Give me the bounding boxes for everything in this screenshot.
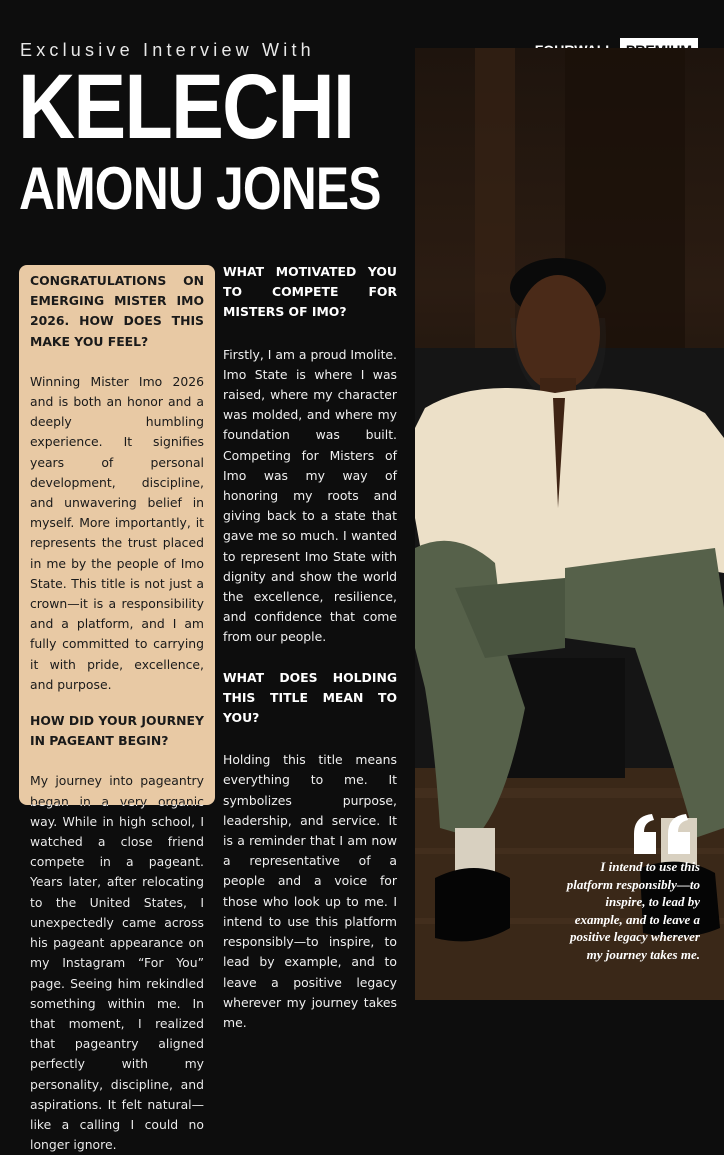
answer-text: My journey into pageantry began in a very organic way. While in high school, I watched a close friend compete in a pageant. Years later, after relocating to the United States, I unexpectedly came across his pageant appearance on my Instagram “For You” page. Seeing him rekindled something within me. In that moment, I realized that pageantry aligned perfectly with my personality, discipline, and aspirations. It felt natural—like a calling I could no longer ignore. [30, 771, 204, 1155]
question-heading: HOW DID YOUR JOURNEY IN PAGEANT BEGIN? [30, 713, 204, 749]
answer-text: Holding this title means everything to me. It symbolizes purpose, leadership, and service. It is a reminder that I am now a representative of a people and a voice for those who look up to me. I intend to use this platform responsibly—to inspire, to lead by example, and to leave a positive legacy wherever my journey takes me. [223, 752, 397, 1030]
left-column [30, 271, 204, 1155]
middle-column [223, 262, 397, 1033]
question-heading: CONGRATULATIONS ON EMERGING MISTER IMO 2026. HOW DOES THIS MAKE YOU FEEL? [30, 273, 204, 349]
quote-mark-icon [630, 810, 700, 856]
answer-text: Firstly, I am a proud Imolite. Imo State is where I was raised, where my character was molded, and where my foundation was built. Competing for Misters of Imo was my way of honoring my roots and giving back to a state that gave me so much. I wanted to represent Imo State with dignity and show the world the excellence, resilience, and confidence that come from our people. [223, 346, 397, 645]
pull-quote: I intend to use this platform responsibly—to inspire, to lead by example, and to leave a positive legacy wherever my journey takes me. [566, 859, 700, 962]
title-first-name: KELECHI [18, 56, 354, 158]
question-heading: WHAT DOES HOLDING THIS TITLE MEAN TO YOU? [223, 669, 397, 726]
answer-text: Winning Mister Imo 2026 and is both an honor and a deeply humbling experience. It signifies years of personal development, discipline, and unwavering belief in myself. More importantly, it represents the trust placed in me by the people of Imo State. This title is not just a crown—it is a responsibility and a platform, and I am fully committed to carrying it with pride, excellence, and purpose. [30, 373, 204, 692]
question-heading: WHAT MOTIVATED YOU TO COMPETE FOR MISTERS OF IMO? [223, 264, 397, 320]
kicker: Exclusive Interview With [20, 40, 315, 60]
title-surname: AMONU JONES [19, 155, 381, 222]
